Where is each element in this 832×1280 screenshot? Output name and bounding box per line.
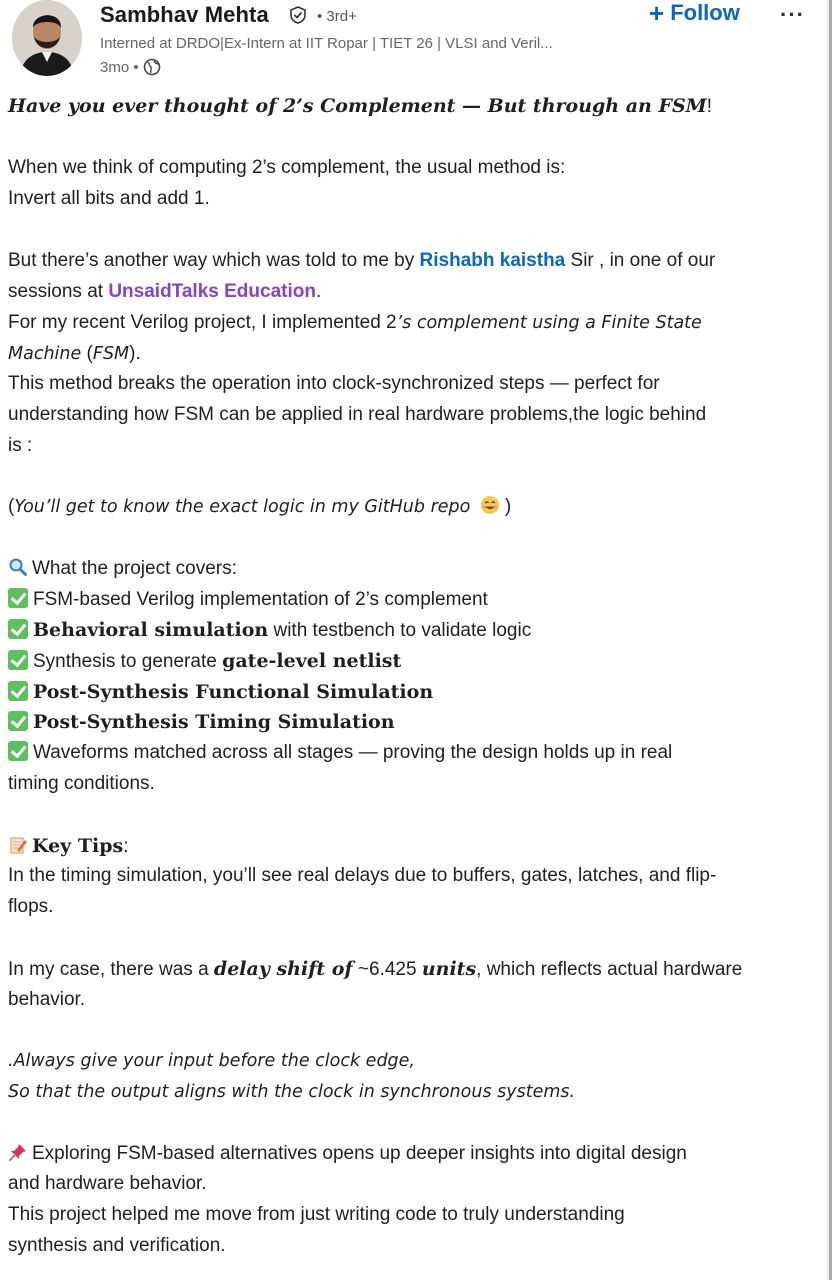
company-link[interactable]: UnsaidTalks Education	[108, 281, 316, 302]
verified-shield-icon	[289, 6, 307, 24]
more-options-button[interactable]: ···	[780, 2, 805, 27]
check-mark-button-icon	[8, 619, 28, 639]
paragraph-line: and hardware behavior.	[8, 1173, 207, 1194]
paragraph-line: understanding how FSM can be applied in real hardware problems,the logic behind	[8, 404, 707, 425]
avatar[interactable]	[12, 0, 82, 76]
mention-link[interactable]: Rishabh kaistha	[419, 250, 566, 271]
check-mark-button-icon	[8, 588, 28, 608]
paragraph-line: sessions at UnsaidTalks Education.	[8, 281, 322, 302]
paragraph-line: .Always give your input before the clock edge,	[8, 1051, 415, 1071]
check-mark-button-icon	[8, 681, 28, 701]
pushpin-icon	[8, 1142, 28, 1162]
post-title: Have you ever thought of 2’s Complement — But through an FSM!	[8, 95, 712, 117]
memo-icon	[8, 835, 28, 855]
list-header: What the project covers:	[8, 554, 237, 585]
list-item: Waveforms matched across all stages — proving the design holds up in real	[8, 738, 672, 769]
check-mark-button-icon	[8, 711, 28, 731]
paragraph-line: Exploring FSM-based alternatives opens up deeper insights into digital design	[8, 1139, 687, 1170]
paragraph-line: In my case, there was a delay shift of ~6.425 units, which reflects actual hardware	[8, 958, 743, 980]
magnifying-glass-icon	[8, 557, 28, 577]
paragraph-line: behavior.	[8, 989, 86, 1010]
check-mark-button-icon	[8, 741, 28, 761]
paragraph-line: But there’s another way which was told to me by Rishabh kaistha Sir , in one of our	[8, 250, 716, 271]
paragraph-line: (You’ll get to know the exact logic in my GitHub repo )	[8, 496, 512, 517]
list-item: Synthesis to generate gate-level netlist	[8, 646, 401, 678]
paragraph-line: is :	[8, 435, 33, 456]
paragraph-line: timing conditions.	[8, 773, 155, 794]
avatar-image	[12, 0, 82, 76]
check-mark-button-icon	[8, 650, 28, 670]
paragraph-line: flops.	[8, 896, 54, 917]
list-item: Post-Synthesis Functional Simulation	[8, 677, 433, 709]
scrollbar-edge-inner	[827, 0, 828, 1280]
follow-label: Follow	[670, 0, 740, 25]
paragraph-line: For my recent Verilog project, I implemented 2’s complement using a Finite State	[8, 312, 702, 333]
tips-header: Key Tips:	[8, 831, 128, 863]
globe-icon	[143, 58, 161, 76]
list-item: FSM-based Verilog implementation of 2’s complement	[8, 585, 488, 616]
paragraph-line: When we think of computing 2’s complement, the usual method is:	[8, 157, 566, 178]
paragraph-line: In the timing simulation, you’ll see real delays due to buffers, gates, latches, and flip-	[8, 865, 717, 886]
author-name[interactable]: Sambhav Mehta	[100, 2, 269, 27]
smiling-face-icon	[480, 495, 500, 515]
list-item: Post-Synthesis Timing Simulation	[8, 707, 395, 739]
paragraph-line: This project helped me move from just writing code to truly understanding	[8, 1204, 625, 1225]
paragraph-line: synthesis and verification.	[8, 1235, 226, 1256]
author-headline: Interned at DRDO|Ex-Intern at IIT Ropar | TIET 26 | VLSI and Veril...	[100, 35, 553, 52]
paragraph-line: Invert all bits and add 1.	[8, 188, 210, 209]
follow-button[interactable]	[649, 0, 740, 26]
connection-degree: • 3rd+	[317, 8, 357, 25]
paragraph-line: This method breaks the operation into clock-synchronized steps — perfect for	[8, 373, 660, 394]
plus-icon: +	[649, 0, 665, 28]
post-time-row	[100, 58, 161, 76]
paragraph-line: Machine (FSM).	[8, 343, 141, 364]
post-time: 3mo •	[100, 58, 139, 76]
list-item: Behavioral simulation with testbench to validate logic	[8, 615, 531, 647]
paragraph-line: So that the output aligns with the clock in synchronous systems.	[8, 1082, 576, 1102]
